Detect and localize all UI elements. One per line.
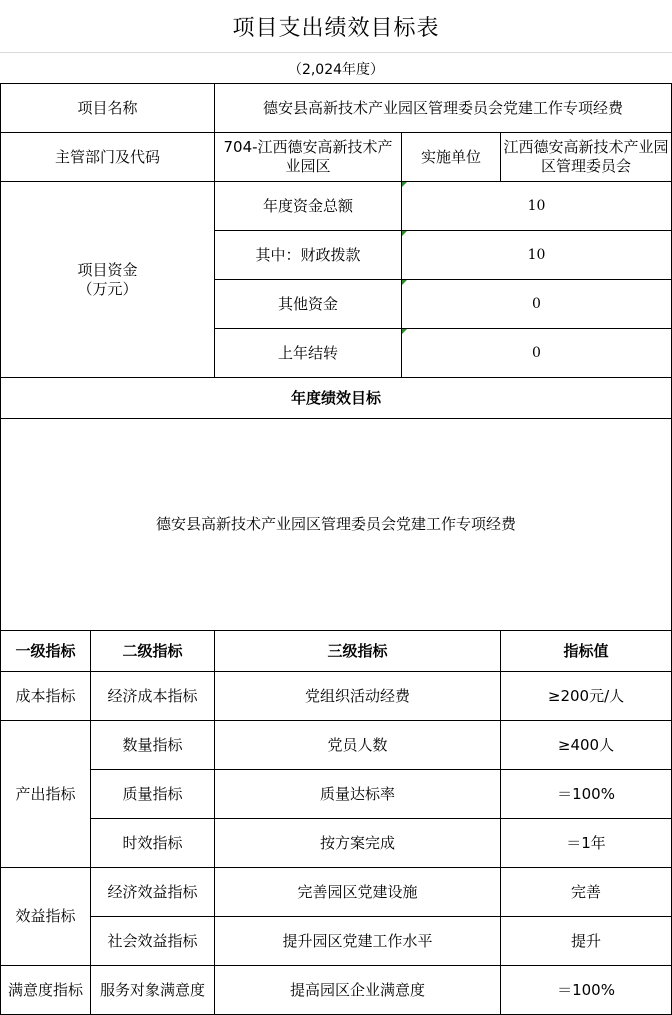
level2-cell: 质量指标 (91, 770, 215, 819)
fund-label: 上年结转 (215, 329, 402, 378)
level3-cell: 完善园区党建设施 (215, 868, 501, 917)
project-name-label: 项目名称 (1, 84, 215, 133)
header-value: 指标值 (501, 631, 672, 672)
project-name-row (1, 84, 672, 133)
implementing-unit-value: 江西德安高新技术产业园区管理委员会 (501, 133, 672, 182)
indicator-value: 完善 (501, 868, 672, 917)
year-line: （2,024年度） (0, 52, 672, 85)
level1-cost: 成本指标 (1, 672, 91, 721)
indicator-value: ＝100% (501, 770, 672, 819)
fund-label: 其中：财政拨款 (215, 231, 402, 280)
level1-benefit: 效益指标 (1, 868, 91, 966)
department-row (1, 133, 672, 182)
level3-cell: 质量达标率 (215, 770, 501, 819)
performance-table (0, 83, 672, 1015)
implementing-unit-label: 实施单位 (402, 133, 501, 182)
fund-label: 年度资金总额 (215, 182, 402, 231)
indicator-row (1, 966, 672, 1015)
level2-cell: 经济效益指标 (91, 868, 215, 917)
indicator-row (1, 819, 672, 868)
indicator-row (1, 672, 672, 721)
indicator-value: ＝1年 (501, 819, 672, 868)
indicator-value: ≥400人 (501, 721, 672, 770)
goal-heading: 年度绩效目标 (1, 378, 672, 419)
fund-value: 10 (402, 231, 672, 280)
indicator-header-row (1, 631, 672, 672)
fund-value: 0 (402, 280, 672, 329)
indicator-value: 提升 (501, 917, 672, 966)
department-value: 704-江西德安高新技术产业园区 (215, 133, 402, 182)
header-level2: 二级指标 (91, 631, 215, 672)
level2-cell: 服务对象满意度 (91, 966, 215, 1015)
indicator-value: ＝100% (501, 966, 672, 1015)
level2-cell: 社会效益指标 (91, 917, 215, 966)
page-title: 项目支出绩效目标表 (232, 15, 440, 41)
level1-output: 产出指标 (1, 721, 91, 868)
department-label: 主管部门及代码 (1, 133, 215, 182)
fund-label: 其他资金 (215, 280, 402, 329)
level2-cell: 经济成本指标 (91, 672, 215, 721)
header-level3: 三级指标 (215, 631, 501, 672)
fund-value: 0 (402, 329, 672, 378)
goal-heading-row (1, 378, 672, 419)
level2-cell: 数量指标 (91, 721, 215, 770)
level3-cell: 党员人数 (215, 721, 501, 770)
level3-cell: 党组织活动经费 (215, 672, 501, 721)
indicator-row (1, 917, 672, 966)
funds-label: 项目资金 （万元） (1, 182, 215, 378)
level3-cell: 按方案完成 (215, 819, 501, 868)
level2-cell: 时效指标 (91, 819, 215, 868)
indicator-value: ≥200元/人 (501, 672, 672, 721)
indicator-row (1, 721, 672, 770)
goal-text: 德安县高新技术产业园区管理委员会党建工作专项经费 (1, 419, 672, 631)
level3-cell: 提升园区党建工作水平 (215, 917, 501, 966)
goal-text-row (1, 419, 672, 631)
level3-cell: 提高园区企业满意度 (215, 966, 501, 1015)
level1-satisfaction: 满意度指标 (1, 966, 91, 1015)
header-level1: 一级指标 (1, 631, 91, 672)
fund-value: 10 (402, 182, 672, 231)
indicator-row (1, 770, 672, 819)
indicator-row (1, 868, 672, 917)
project-name-value: 德安县高新技术产业园区管理委员会党建工作专项经费 (215, 84, 672, 133)
fund-row (1, 182, 672, 231)
